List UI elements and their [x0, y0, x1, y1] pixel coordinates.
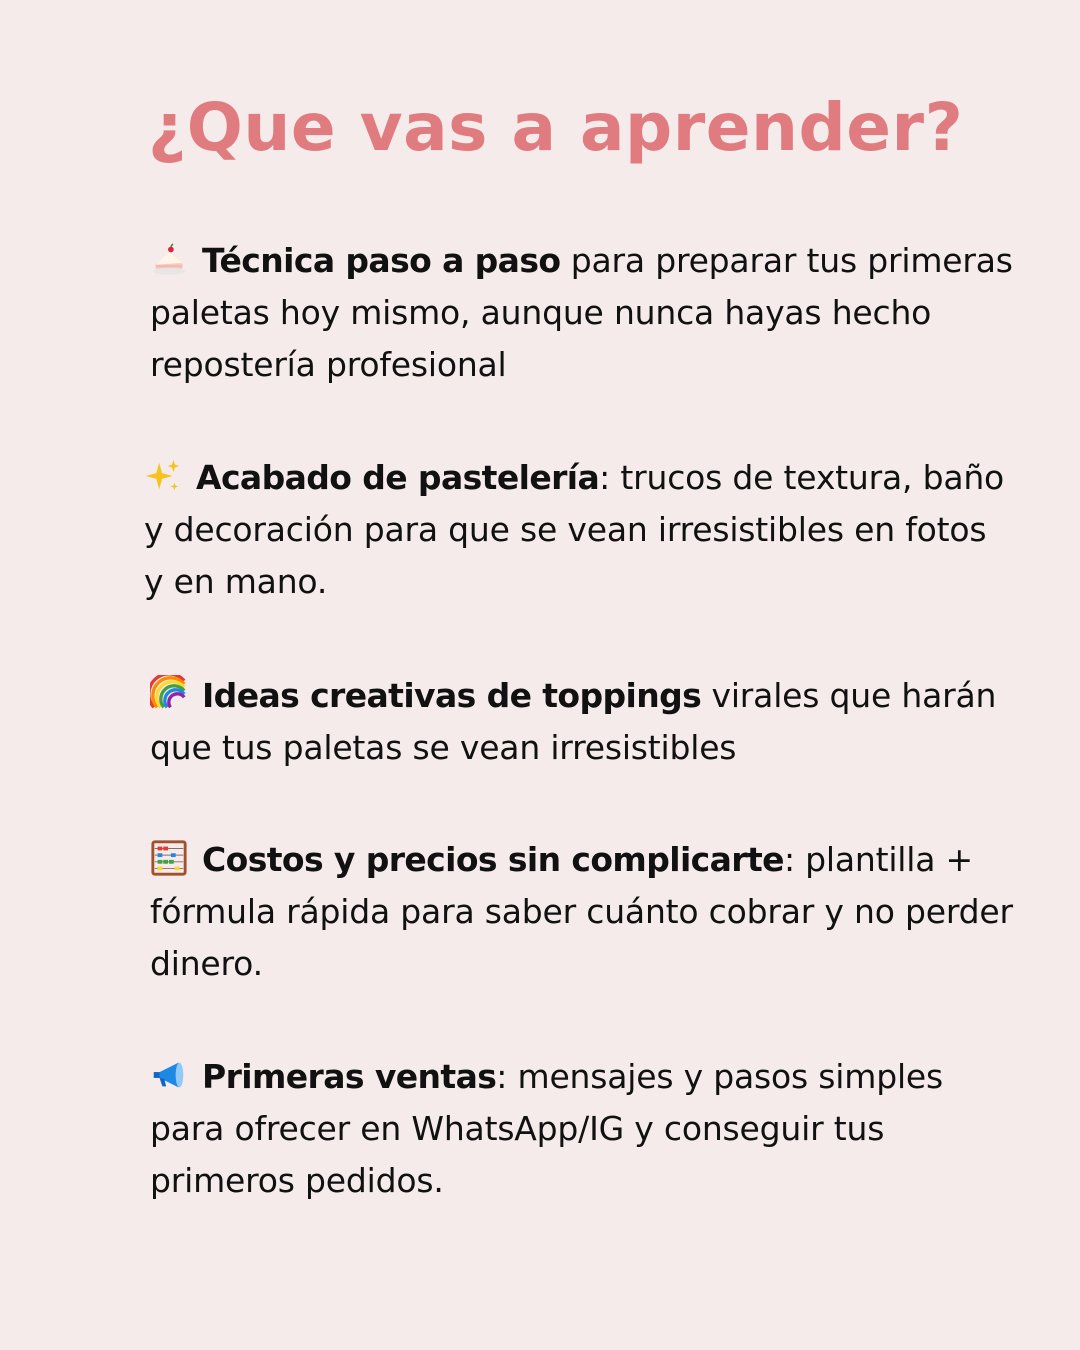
item-text: : trucos de textura, baño y decoración para que se vean irresistibles en fotos y en mano.: [144, 458, 1005, 601]
item-text: virales que harán que tus paletas se vean irresistibles: [150, 676, 997, 767]
item-text: para preparar tus primeras paletas hoy mismo, aunque nunca hayas hecho repostería profesional: [150, 241, 1013, 384]
list-item: [150, 1051, 1020, 1207]
list-item: [150, 235, 1020, 391]
cake-slice-icon: [150, 240, 188, 278]
abacus-icon: [150, 839, 188, 877]
item-bold-text: Primeras ventas: [202, 1057, 497, 1096]
page-title: ¿Que vas a aprender?: [148, 89, 964, 166]
rainbow-icon: [150, 675, 188, 713]
item-text: : mensajes y pasos simples para ofrecer en WhatsApp/IG y conseguir tus primeros pedidos.: [150, 1057, 944, 1200]
item-bold-text: Técnica paso a paso: [202, 241, 561, 280]
sparkles-icon: [144, 457, 182, 495]
megaphone-icon: [150, 1056, 188, 1094]
item-text: : plantilla + fórmula rápida para saber cuánto cobrar y no perder dinero.: [150, 840, 1013, 983]
list-item: [144, 452, 1014, 608]
list-item: [150, 670, 1020, 774]
item-bold-text: Costos y precios sin complicarte: [202, 840, 784, 879]
item-bold-text: Acabado de pastelería: [196, 458, 600, 497]
item-bold-text: Ideas creativas de toppings: [202, 676, 702, 715]
list-item: [150, 834, 1030, 990]
